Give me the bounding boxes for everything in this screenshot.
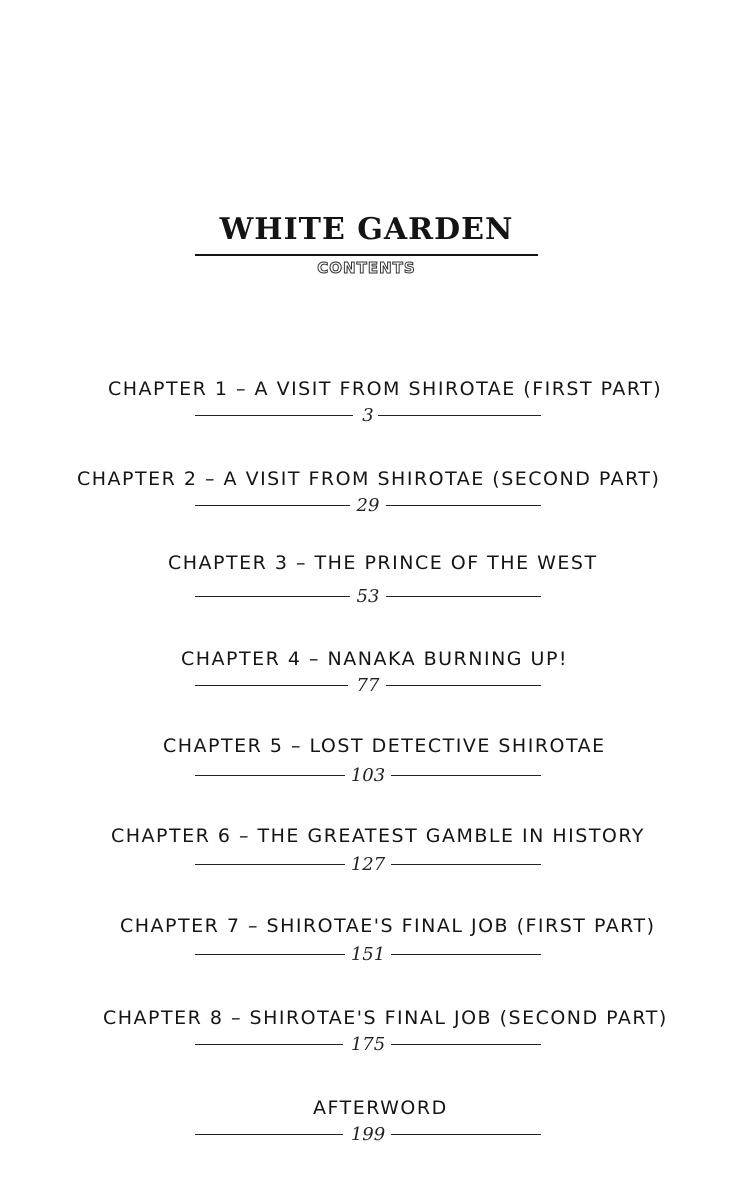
toc-page-leader (195, 765, 541, 787)
toc-entry-chapter-8 (0, 1006, 743, 1066)
toc-entry-label: CHAPTER 7 – SHIROTAE'S FINAL JOB (FIRST PART) (120, 915, 656, 937)
toc-page-number: 199 (350, 1124, 386, 1145)
toc-entry-chapter-1 (0, 377, 743, 437)
leader-line-right (391, 1044, 541, 1045)
leader-line-right (391, 775, 541, 776)
toc-page-leader (195, 586, 541, 608)
toc-page-leader (195, 944, 541, 966)
toc-entry-chapter-6 (0, 824, 743, 884)
toc-entry-label: CHAPTER 3 – THE PRINCE OF THE WEST (168, 552, 598, 574)
toc-entry-label: CHAPTER 2 – A VISIT FROM SHIROTAE (SECOND PART) (77, 468, 661, 490)
toc-page-leader (195, 1034, 541, 1056)
toc-page-number: 127 (350, 854, 386, 875)
leader-line-right (391, 954, 541, 955)
toc-entry-afterword (0, 1096, 743, 1156)
leader-line-right (391, 1134, 541, 1135)
toc-entry-label: CHAPTER 8 – SHIROTAE'S FINAL JOB (SECOND PART) (103, 1007, 668, 1029)
toc-entry-chapter-4 (0, 647, 743, 707)
toc-page-leader (195, 405, 541, 427)
toc-page-number: 151 (350, 944, 386, 965)
toc-entry-chapter-2 (0, 467, 743, 527)
toc-page-number: 103 (350, 765, 386, 786)
leader-line-right (391, 864, 541, 865)
toc-page-leader (195, 495, 541, 517)
leader-line-right (386, 685, 541, 686)
contents-subtitle: CONTENTS (317, 259, 416, 277)
page-title: WHITE GARDEN (219, 212, 514, 247)
toc-entry-label: CHAPTER 6 – THE GREATEST GAMBLE IN HISTORY (111, 825, 645, 847)
title-underline (195, 254, 538, 256)
toc-page-number: 3 (362, 405, 374, 426)
toc-page-leader (195, 1124, 541, 1146)
leader-line-right (386, 596, 541, 597)
toc-entry-chapter-3 (0, 551, 743, 611)
leader-line-right (386, 505, 541, 506)
toc-entry-label: CHAPTER 5 – LOST DETECTIVE SHIROTAE (163, 735, 606, 757)
toc-page-number: 175 (350, 1034, 386, 1055)
toc-entry-label: AFTERWORD (313, 1097, 448, 1119)
toc-page-leader (195, 675, 541, 697)
toc-page-leader (195, 854, 541, 876)
toc-page-number: 77 (356, 675, 380, 696)
leader-line-right (378, 415, 541, 416)
toc-page-number: 53 (356, 586, 380, 607)
toc-entry-label: CHAPTER 1 – A VISIT FROM SHIROTAE (FIRST PART) (108, 378, 663, 400)
toc-entry-chapter-5 (0, 734, 743, 794)
toc-page-number: 29 (356, 495, 380, 516)
toc-entry-chapter-7 (0, 914, 743, 974)
toc-entry-label: CHAPTER 4 – NANAKA BURNING UP! (181, 648, 569, 670)
